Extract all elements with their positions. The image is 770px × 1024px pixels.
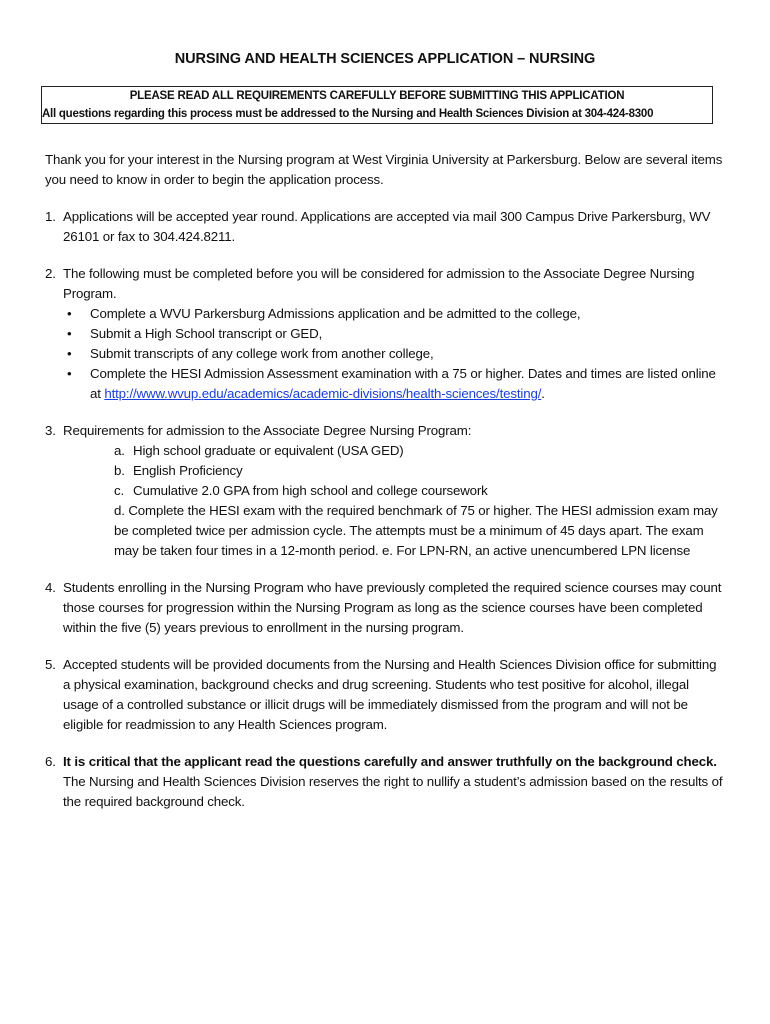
sub-item: c. Cumulative 2.0 GPA from high school and college coursework <box>114 483 488 498</box>
item-number: 5. <box>45 657 56 672</box>
list-item-6 <box>45 752 725 812</box>
item-number: 2. <box>45 266 56 281</box>
item-text: Accepted students will be provided documents from the Nursing and Health Sciences Division office for submitting a physical examination, background checks and drug screening. Students who test positive for alcohol, illegal usage of a controlled substance or illicit drugs will be immediately dismissed from the program and will not be eligible for readmission to any Health Sciences program. <box>63 657 717 732</box>
notice-heading: PLEASE READ ALL REQUIREMENTS CAREFULLY BEFORE SUBMITTING THIS APPLICATION <box>129 90 625 102</box>
item-number: 1. <box>45 209 56 224</box>
item-number: 6. <box>45 754 56 769</box>
requirements-bullet-list <box>63 304 725 404</box>
bullet-item: • Submit a High School transcript or GED, <box>63 324 725 344</box>
bullet-glyph: • <box>67 366 72 381</box>
item-number: 4. <box>45 580 56 595</box>
item-text: The following must be completed before you will be considered for admission to the Associate Degree Nursing Program. <box>63 266 695 301</box>
item-bold-text: It is critical that the applicant read the questions carefully and answer truthfully on the background check. <box>63 754 717 769</box>
sub-item: a. High school graduate or equivalent (USA GED) <box>114 443 404 458</box>
notice-box <box>41 86 713 124</box>
bullet-glyph: • <box>67 306 72 321</box>
item-text: Students enrolling in the Nursing Program who have previously completed the required science courses may count those courses for progression within the Nursing Program as long as the science courses have been completed within the five (5) years previous to enrollment in the nursing program. <box>63 580 722 635</box>
item-text: Requirements for admission to the Associate Degree Nursing Program: <box>63 423 472 438</box>
testing-link[interactable]: http://www.wvup.edu/academics/academic-divisions/health-sciences/testing/ <box>104 386 542 401</box>
sub-item-d: d. Complete the HESI exam with the required benchmark of 75 or higher. The HESI admission exam may be completed twice per admission cycle. The attempts must be a minimum of 45 days apart. The exam may be taken four times in a 12-month period. e. For LPN-RN, an active unencumbered LPN license <box>114 503 718 558</box>
sub-item: b. English Proficiency <box>114 463 243 478</box>
item-text: Applications will be accepted year round. Applications are accepted via mail 300 Campus Drive Parkersburg, WV 26101 or fax to 304.424.8211. <box>63 209 711 244</box>
bullet-item: • Complete the HESI Admission Assessment examination with a 75 or higher. Dates and times are listed online at http://www.wvup.edu/academics/academic-divisions/health-sciences/testing/. <box>67 366 716 401</box>
document-body <box>45 150 725 829</box>
page-title: NURSING AND HEALTH SCIENCES APPLICATION – NURSING <box>174 51 596 67</box>
list-item-3 <box>45 421 725 561</box>
notice-contact: All questions regarding this process must be addressed to the Nursing and Health Sciences Division at 304-424-8300 <box>42 108 654 120</box>
list-item-2 <box>45 264 725 404</box>
sub-requirements <box>63 441 725 561</box>
bullet-item: • Complete a WVU Parkersburg Admissions application and be admitted to the college, <box>63 304 725 324</box>
bullet-item: • Submit transcripts of any college work from another college, <box>63 344 725 364</box>
item-text: The Nursing and Health Sciences Division reserves the right to nullify a student’s admission based on the results of the required background check. <box>63 774 723 809</box>
bullet-glyph: • <box>67 346 72 361</box>
item-number: 3. <box>45 423 56 438</box>
list-item-4 <box>45 578 725 638</box>
bullet-glyph: • <box>67 326 72 341</box>
intro-paragraph: Thank you for your interest in the Nursing program at West Virginia University at Parkersburg. Below are several items you need to know in order to begin the application process. <box>45 152 723 187</box>
list-item-5 <box>45 655 725 735</box>
list-item-1 <box>45 207 725 247</box>
